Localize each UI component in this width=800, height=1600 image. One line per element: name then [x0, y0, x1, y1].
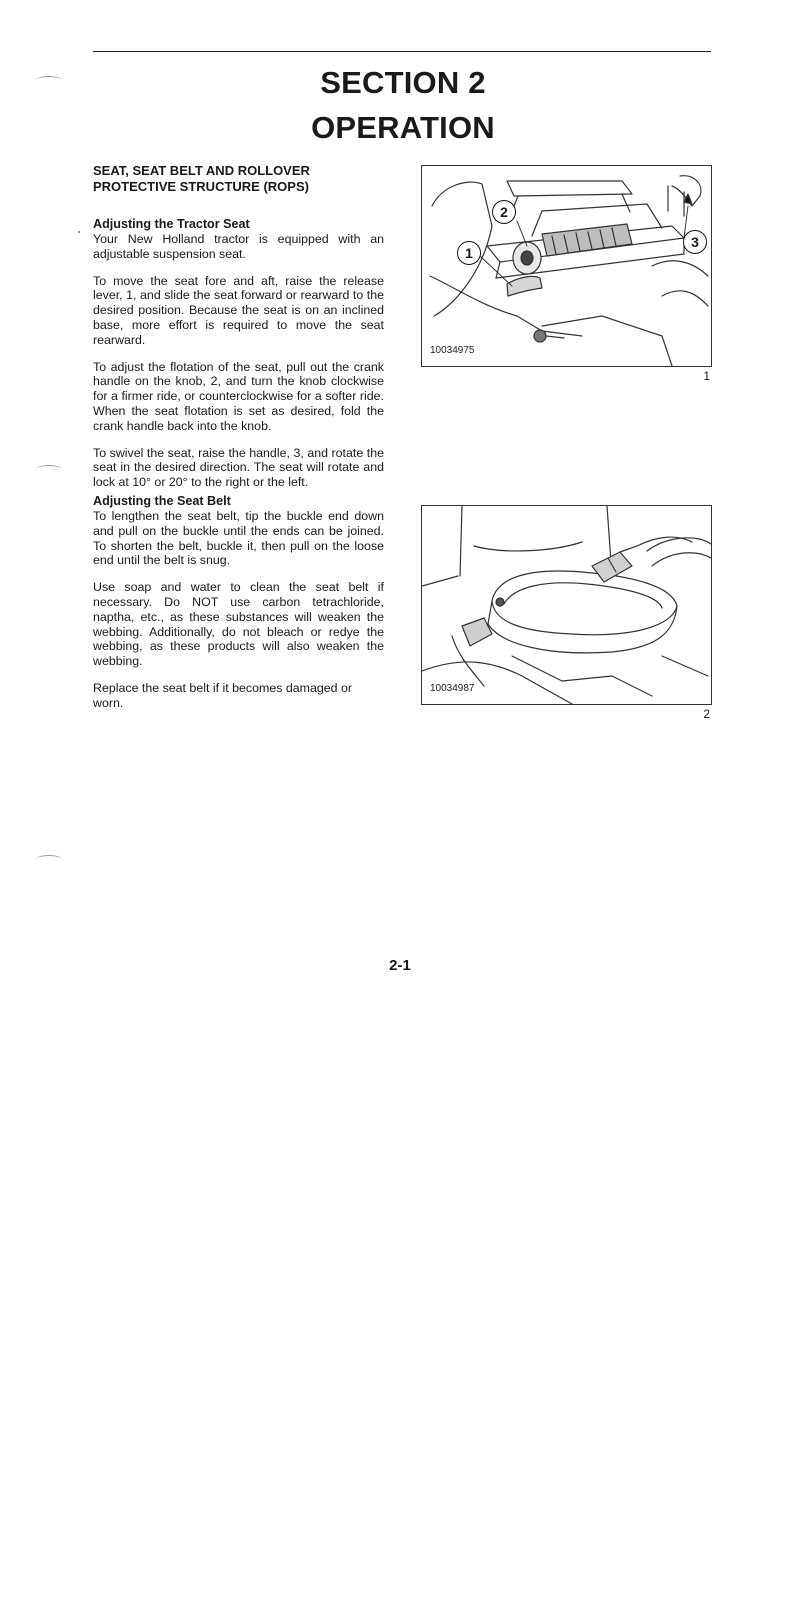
binder-hole-mark: [36, 76, 62, 85]
figure-seat-adjustment: [421, 165, 712, 367]
header-rule: [93, 51, 711, 52]
figure-id: 10034987: [430, 683, 475, 694]
paragraph: To lengthen the seat belt, tip the buckle end down and pull on the buckle until the ends can be joined. To shorten the belt, buckle it, then pull on the loose end until the belt is snug.: [93, 508, 384, 568]
callout-flotation-knob: 2: [492, 200, 516, 224]
section-label: SECTION 2: [320, 65, 486, 100]
paragraph: To swivel the seat, raise the handle, 3, and rotate the seat in the desired direction. The seat will rotate and lock at 10° or 20° to the right or the left.: [93, 445, 384, 490]
paragraph: Replace the seat belt if it becomes damaged or worn.: [93, 680, 352, 710]
subheading-tractor-seat: Adjusting the Tractor Seat: [93, 217, 250, 231]
callout-release-lever: 1: [457, 241, 481, 265]
figure-number: 2: [703, 707, 710, 721]
subheading-seat-belt: Adjusting the Seat Belt: [93, 493, 231, 508]
figure-seat-belt: [421, 505, 712, 705]
scan-speck: [78, 231, 80, 233]
callout-swivel-handle: 3: [683, 230, 707, 254]
section-title: OPERATION: [311, 110, 495, 145]
binder-hole-mark: [36, 465, 62, 474]
paragraph: Your New Holland tractor is equipped with an adjustable suspension seat.: [93, 232, 384, 261]
main-heading: SEAT, SEAT BELT AND ROLLOVER PROTECTIVE STRUCTURE (ROPS): [93, 163, 310, 194]
paragraph: Use soap and water to clean the seat belt if necessary. Do NOT use carbon tetrachloride, naptha, etc., as these substances will weaken the webbing. Additionally, do not bleach or redye the webbing, as these products will also weaken the webbing.: [93, 580, 384, 669]
seat-mechanism-illustration: [422, 166, 711, 366]
seat-belt-illustration: [422, 506, 711, 704]
paragraph: To adjust the flotation of the seat, pull out the crank handle on the knob, 2, and turn the knob clockwise for a firmer ride, or counterclockwise for a softer ride. When the seat flotation is set as desired, fold the crank handle back into the knob.: [93, 359, 384, 433]
figure-number: 1: [703, 369, 710, 383]
paragraph: To move the seat fore and aft, raise the release lever, 1, and slide the seat forward or rearward to the desired position. Because the seat is on an inclined base, more effort is required to move the seat rearward.: [93, 273, 384, 347]
figure-id: 10034975: [430, 345, 475, 356]
binder-hole-mark: [36, 855, 62, 864]
text-column: [93, 163, 384, 723]
page-number: 2-1: [389, 957, 411, 974]
